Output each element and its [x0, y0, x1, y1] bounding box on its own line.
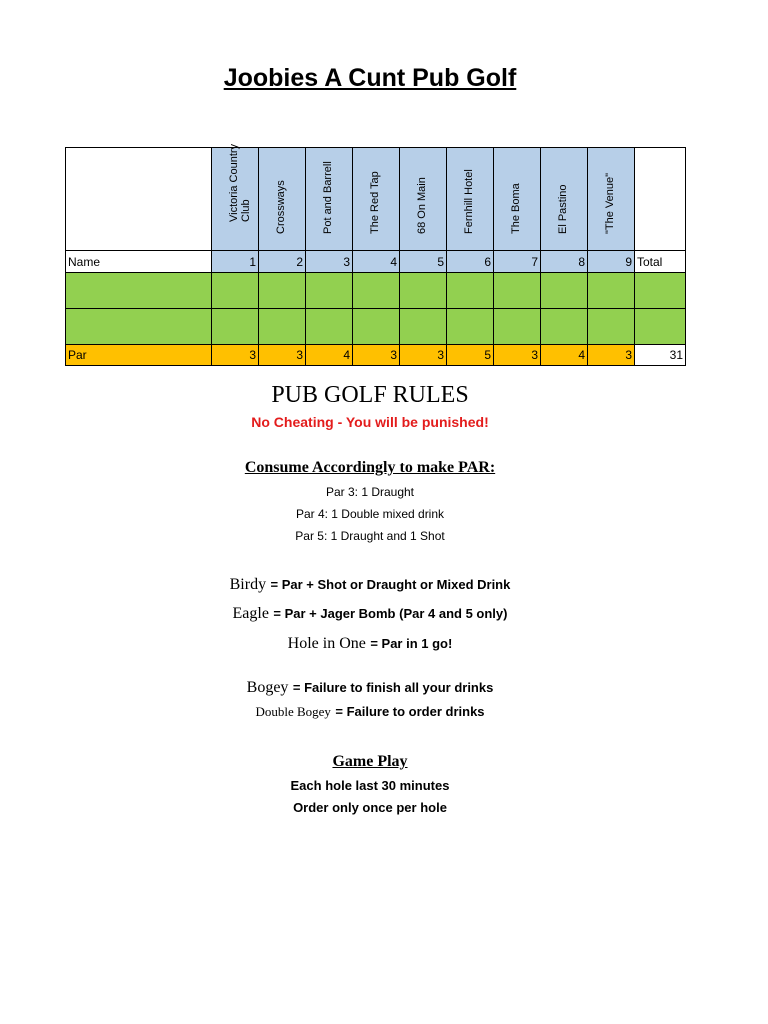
- hole-in-one-rule: [0, 635, 740, 653]
- score-cell[interactable]: [212, 273, 259, 309]
- eagle-rule: [0, 605, 740, 623]
- venue-cell: [447, 148, 494, 251]
- score-cell[interactable]: [306, 309, 353, 345]
- score-cell[interactable]: [259, 273, 306, 309]
- par-value: 3: [400, 345, 447, 366]
- birdy-term: Birdy: [229, 576, 267, 593]
- venue-label: 68 On Main: [416, 177, 428, 234]
- eagle-term: Eagle: [232, 605, 269, 622]
- venue-label: Fernhill Hotel: [463, 169, 475, 234]
- score-cell[interactable]: [400, 309, 447, 345]
- hole-number: 2: [259, 251, 306, 273]
- score-cell[interactable]: [447, 309, 494, 345]
- hole-number: 6: [447, 251, 494, 273]
- par-value: 5: [447, 345, 494, 366]
- par-value: 4: [306, 345, 353, 366]
- venue-cell: [306, 148, 353, 251]
- par-value: 3: [212, 345, 259, 366]
- par3-rule: Par 3: 1 Draught: [325, 485, 415, 499]
- par4-rule: Par 4: 1 Double mixed drink: [295, 507, 445, 521]
- venue-cell: [541, 148, 588, 251]
- score-cell[interactable]: [259, 309, 306, 345]
- venue-cell: [353, 148, 400, 251]
- bogey-def: = Failure to finish all your drinks: [292, 680, 494, 695]
- rules-heading: PUB GOLF RULES: [271, 382, 469, 408]
- venue-cell: [212, 143, 259, 251]
- venue-cell: [400, 148, 447, 251]
- par-value: 4: [541, 345, 588, 366]
- hole-number: 4: [353, 251, 400, 273]
- par-value: 3: [494, 345, 541, 366]
- page-title: Joobies A Cunt Pub Golf: [223, 64, 517, 92]
- score-cell[interactable]: [400, 273, 447, 309]
- venue-cell: [588, 148, 635, 251]
- par-value: 3: [259, 345, 306, 366]
- score-cell[interactable]: [494, 309, 541, 345]
- score-cell[interactable]: [212, 309, 259, 345]
- hole-in-one-def: = Par in 1 go!: [370, 636, 453, 651]
- par-value: 3: [353, 345, 400, 366]
- hole-in-one-term: Hole in One: [287, 635, 366, 652]
- player-row[interactable]: [66, 309, 686, 345]
- par-label: Par: [66, 345, 212, 366]
- header-blank-cell: [635, 148, 686, 251]
- consume-heading: Consume Accordingly to make PAR:: [244, 459, 496, 476]
- total-cell[interactable]: [635, 273, 686, 309]
- gameplay-line-1: Each hole last 30 minutes: [290, 778, 450, 793]
- score-cell[interactable]: [306, 273, 353, 309]
- name-label: Name: [66, 251, 212, 273]
- venue-label: Pot and Barrell: [322, 161, 334, 234]
- venue-label: Crossways: [275, 180, 287, 234]
- score-cell[interactable]: [353, 309, 400, 345]
- par-value: 3: [588, 345, 635, 366]
- hole-number: 5: [400, 251, 447, 273]
- score-cell[interactable]: [541, 273, 588, 309]
- venue-label: The Boma: [510, 183, 522, 234]
- score-cell[interactable]: [353, 273, 400, 309]
- header-blank-cell: [66, 148, 212, 251]
- hole-number: 8: [541, 251, 588, 273]
- venue-label: Victoria Country Club: [228, 143, 252, 222]
- double-bogey-term: Double Bogey: [255, 704, 331, 719]
- par5-rule: Par 5: 1 Draught and 1 Shot: [295, 529, 445, 543]
- rules-warning: No Cheating - You will be punished!: [251, 414, 489, 430]
- venue-label: The Red Tap: [369, 171, 381, 234]
- venue-cell: [494, 148, 541, 251]
- venue-label: El Pastino: [557, 184, 569, 234]
- player-row[interactable]: [66, 273, 686, 309]
- hole-number: 1: [212, 251, 259, 273]
- par-total: 31: [635, 345, 686, 366]
- birdy-rule: [0, 576, 740, 594]
- venue-cell: [259, 148, 306, 251]
- hole-number: 7: [494, 251, 541, 273]
- score-cell[interactable]: [541, 309, 588, 345]
- score-cell[interactable]: [494, 273, 541, 309]
- birdy-def: = Par + Shot or Draught or Mixed Drink: [270, 577, 511, 592]
- scorecard-table: [65, 143, 686, 366]
- hole-number: 3: [306, 251, 353, 273]
- score-cell[interactable]: [588, 273, 635, 309]
- bogey-term: Bogey: [246, 679, 289, 696]
- double-bogey-def: = Failure to order drinks: [335, 704, 485, 719]
- double-bogey-rule: [0, 703, 740, 721]
- gameplay-line-2: Order only once per hole: [293, 800, 447, 815]
- total-label: Total: [635, 251, 686, 273]
- player-name-cell[interactable]: [66, 309, 212, 345]
- player-name-cell[interactable]: [66, 273, 212, 309]
- venue-label: "The Venue": [604, 172, 616, 234]
- score-cell[interactable]: [447, 273, 494, 309]
- hole-number: 9: [588, 251, 635, 273]
- bogey-rule: [0, 679, 740, 697]
- score-cell[interactable]: [588, 309, 635, 345]
- total-cell[interactable]: [635, 309, 686, 345]
- eagle-def: = Par + Jager Bomb (Par 4 and 5 only): [273, 606, 508, 621]
- gameplay-heading: Game Play: [332, 753, 408, 770]
